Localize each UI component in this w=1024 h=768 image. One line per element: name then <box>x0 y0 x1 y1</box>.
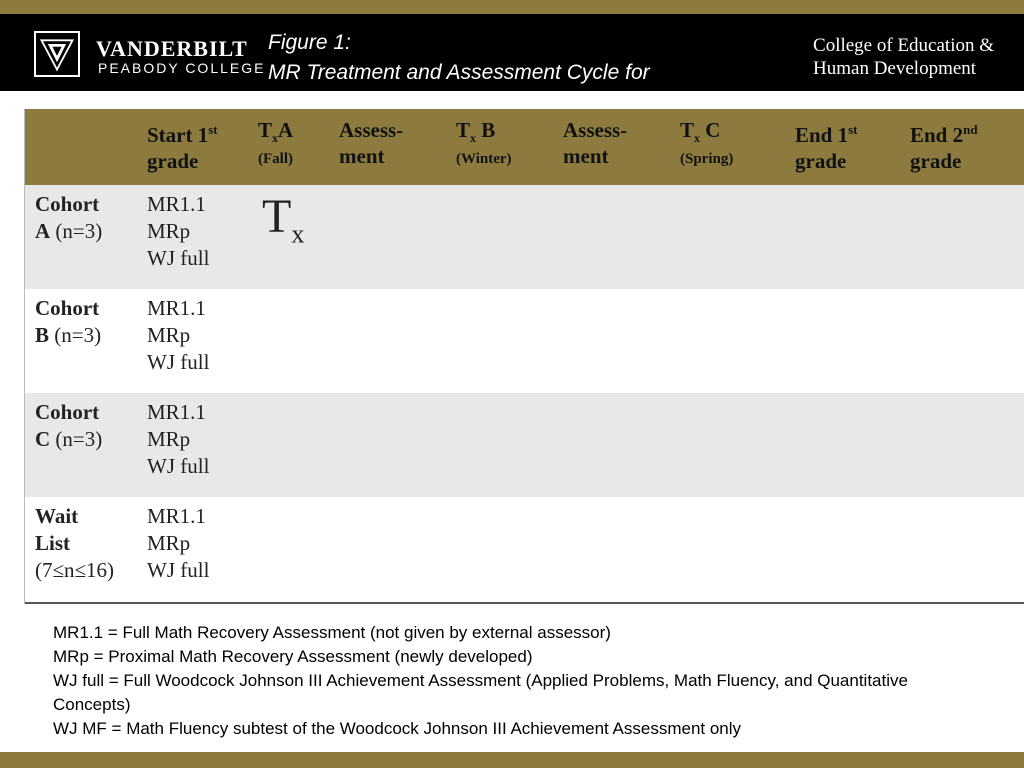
bottom-gold-bar <box>0 752 1024 768</box>
legend-item: WJ full = Full Woodcock Johnson III Achievement Assessment (Applied Problems, Math Fluency, and Quantitative Concepts) <box>53 671 908 714</box>
figure-title <box>268 28 768 118</box>
figure-title-line2: MR Treatment and Assessment Cycle for <box>268 61 650 84</box>
vanderbilt-logo-icon <box>34 31 80 77</box>
table-row-cohort-b <box>25 289 1024 393</box>
tx-marker: $T_x$ <box>262 190 305 249</box>
figure-title-line3: Each Cohort <box>268 91 385 114</box>
college-name <box>813 34 994 80</box>
legend-notes <box>53 621 983 741</box>
header-tx-b: $T_x$ B (Winter) <box>456 118 512 168</box>
table-row-cohort-c <box>25 393 1024 497</box>
college-line2: Human Development <box>813 58 977 79</box>
slide-header <box>0 14 1024 114</box>
header-assessment-1: Assess- ment <box>339 118 404 168</box>
table-header-row <box>25 109 1024 185</box>
cohort-label: Wait List (7≤n≤16) <box>35 504 115 582</box>
table-row-wait-list <box>25 497 1024 603</box>
header-assessment-2: Assess- ment <box>563 118 628 168</box>
top-gold-bar <box>0 0 1024 14</box>
legend-item: WJ MF = Math Fluency subtest of the Woodcock Johnson III Achievement Assessment only <box>53 719 742 738</box>
legend-item: MRp = Proximal Math Recovery Assessment (newly developed) <box>53 647 533 666</box>
header-end-second-grade: End 2nd grade <box>910 122 978 173</box>
cohort-label: Cohort A (n=3) <box>35 192 103 243</box>
cohort-label: Cohort B (n=3) <box>35 296 102 347</box>
college-line1: College of Education & <box>813 35 994 56</box>
header-end-first-grade: End 1st grade <box>795 122 858 173</box>
cycle-table-wrapper <box>24 109 1024 604</box>
legend-item: MR1.1 = Full Math Recovery Assessment (not given by external assessor) <box>53 623 611 642</box>
logo-name: VANDERBILT <box>96 36 248 61</box>
cohort-label: Cohort C (n=3) <box>35 400 103 451</box>
header-tx-a: $T_xA$ (Fall) <box>258 118 294 168</box>
start-assessments: MR1.1 MRp WJ full <box>147 296 210 374</box>
start-assessments: MR1.1 MRp WJ full <box>147 192 210 270</box>
table-row-cohort-a <box>25 185 1024 289</box>
header-start-first-grade: Start 1st grade <box>147 122 218 173</box>
header-tx-c: $T_x$ C (Spring) <box>680 118 734 168</box>
cycle-table <box>25 109 1024 604</box>
start-assessments: MR1.1 MRp WJ full <box>147 504 210 582</box>
start-assessments: MR1.1 MRp WJ full <box>147 400 210 478</box>
header-empty <box>25 109 137 185</box>
logo-subtitle: PEABODY COLLEGE <box>98 60 266 76</box>
figure-title-line1: Figure 1: <box>268 31 351 54</box>
